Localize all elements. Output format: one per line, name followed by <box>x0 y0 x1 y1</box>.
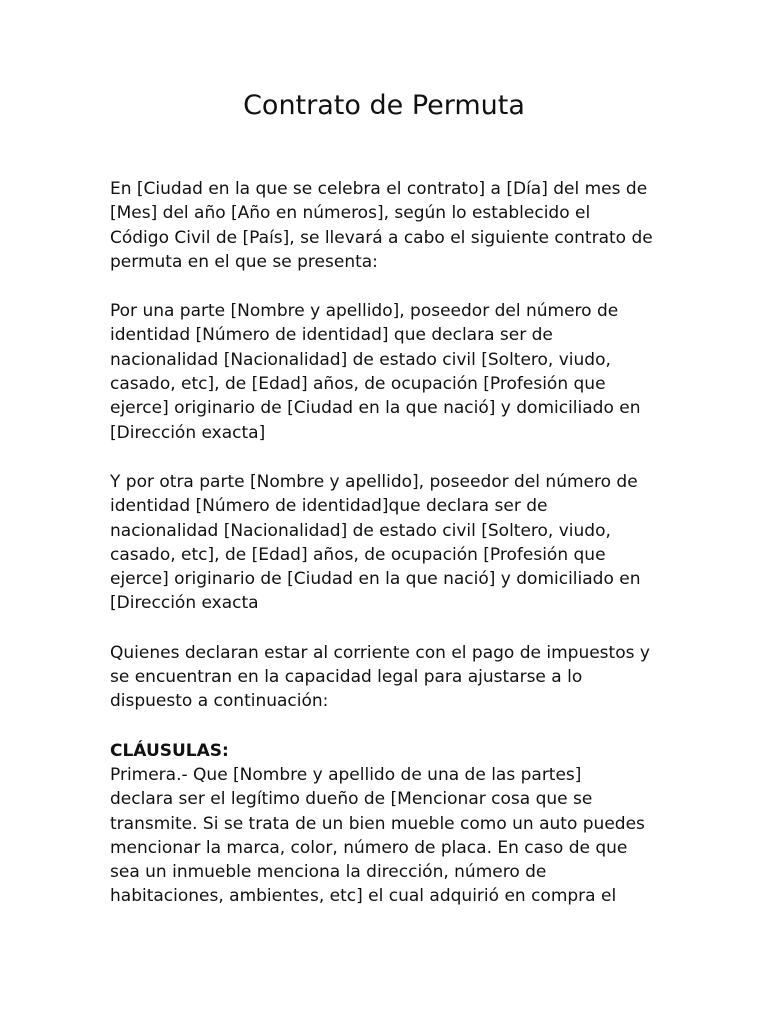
text-line: casado, etc], de [Edad] años, de ocupación [Profesión que <box>110 544 606 565</box>
text-line: casado, etc], de [Edad] años, de ocupación [Profesión que <box>110 374 606 395</box>
document-body <box>110 177 670 909</box>
text-line: ejerce] originario de [Ciudad en la que nació] y domiciliado en <box>110 398 641 419</box>
text-line: Código Civil de [País], se llevará a cabo el siguiente contrato de <box>110 227 653 248</box>
text-line: Quienes declaran estar al corriente con el pago de impuestos y <box>110 642 650 663</box>
text-line: [Mes] del año [Año en números], según lo establecido el <box>110 203 591 224</box>
clause-line: transmite. Si se trata de un bien mueble como un auto puedes <box>110 813 645 834</box>
text-line: [Dirección exacta <box>110 593 259 614</box>
text-line: dispuesto a continuación: <box>110 691 329 712</box>
text-line: Por una parte [Nombre y apellido], poseedor del número de <box>110 301 619 322</box>
text-line: se encuentran en la capacidad legal para ajustarse a lo <box>110 667 583 688</box>
clauses-heading: CLÁUSULAS: <box>110 740 229 761</box>
text-line: permuta en el que se presenta: <box>110 251 378 272</box>
text-line: nacionalidad [Nacionalidad] de estado civil [Soltero, viudo, <box>110 349 611 370</box>
paragraph-first-party <box>110 299 670 445</box>
text-line: [Dirección exacta] <box>110 422 266 443</box>
text-line: En [Ciudad en la que se celebra el contrato] a [Día] del mes de <box>110 179 648 199</box>
clause-line: declara ser el legítimo dueño de [Mencionar cosa que se <box>110 789 593 810</box>
clause-line: habitaciones, ambientes, etc] el cual adquirió en compra el <box>110 886 617 907</box>
paragraph-declaration <box>110 641 670 714</box>
text-line: nacionalidad [Nacionalidad] de estado civil [Soltero, viudo, <box>110 520 611 541</box>
document-title: Contrato de Permuta <box>243 90 525 121</box>
text-line: Y por otra parte [Nombre y apellido], poseedor del número de <box>110 471 638 492</box>
text-line: ejerce] originario de [Ciudad en la que nació] y domiciliado en <box>110 569 641 590</box>
clause-line: Primera.- Que [Nombre y apellido de una de las partes] <box>110 764 582 785</box>
clause-line: mencionar la marca, color, número de placa. En caso de que <box>110 837 628 858</box>
paragraph-intro <box>110 177 670 274</box>
clause-line: sea un inmueble menciona la dirección, número de <box>110 862 547 883</box>
clauses-section <box>110 739 670 909</box>
text-line: identidad [Número de identidad] que declara ser de <box>110 325 553 346</box>
text-line: identidad [Número de identidad]que declara ser de <box>110 496 548 517</box>
paragraph-second-party <box>110 470 670 616</box>
